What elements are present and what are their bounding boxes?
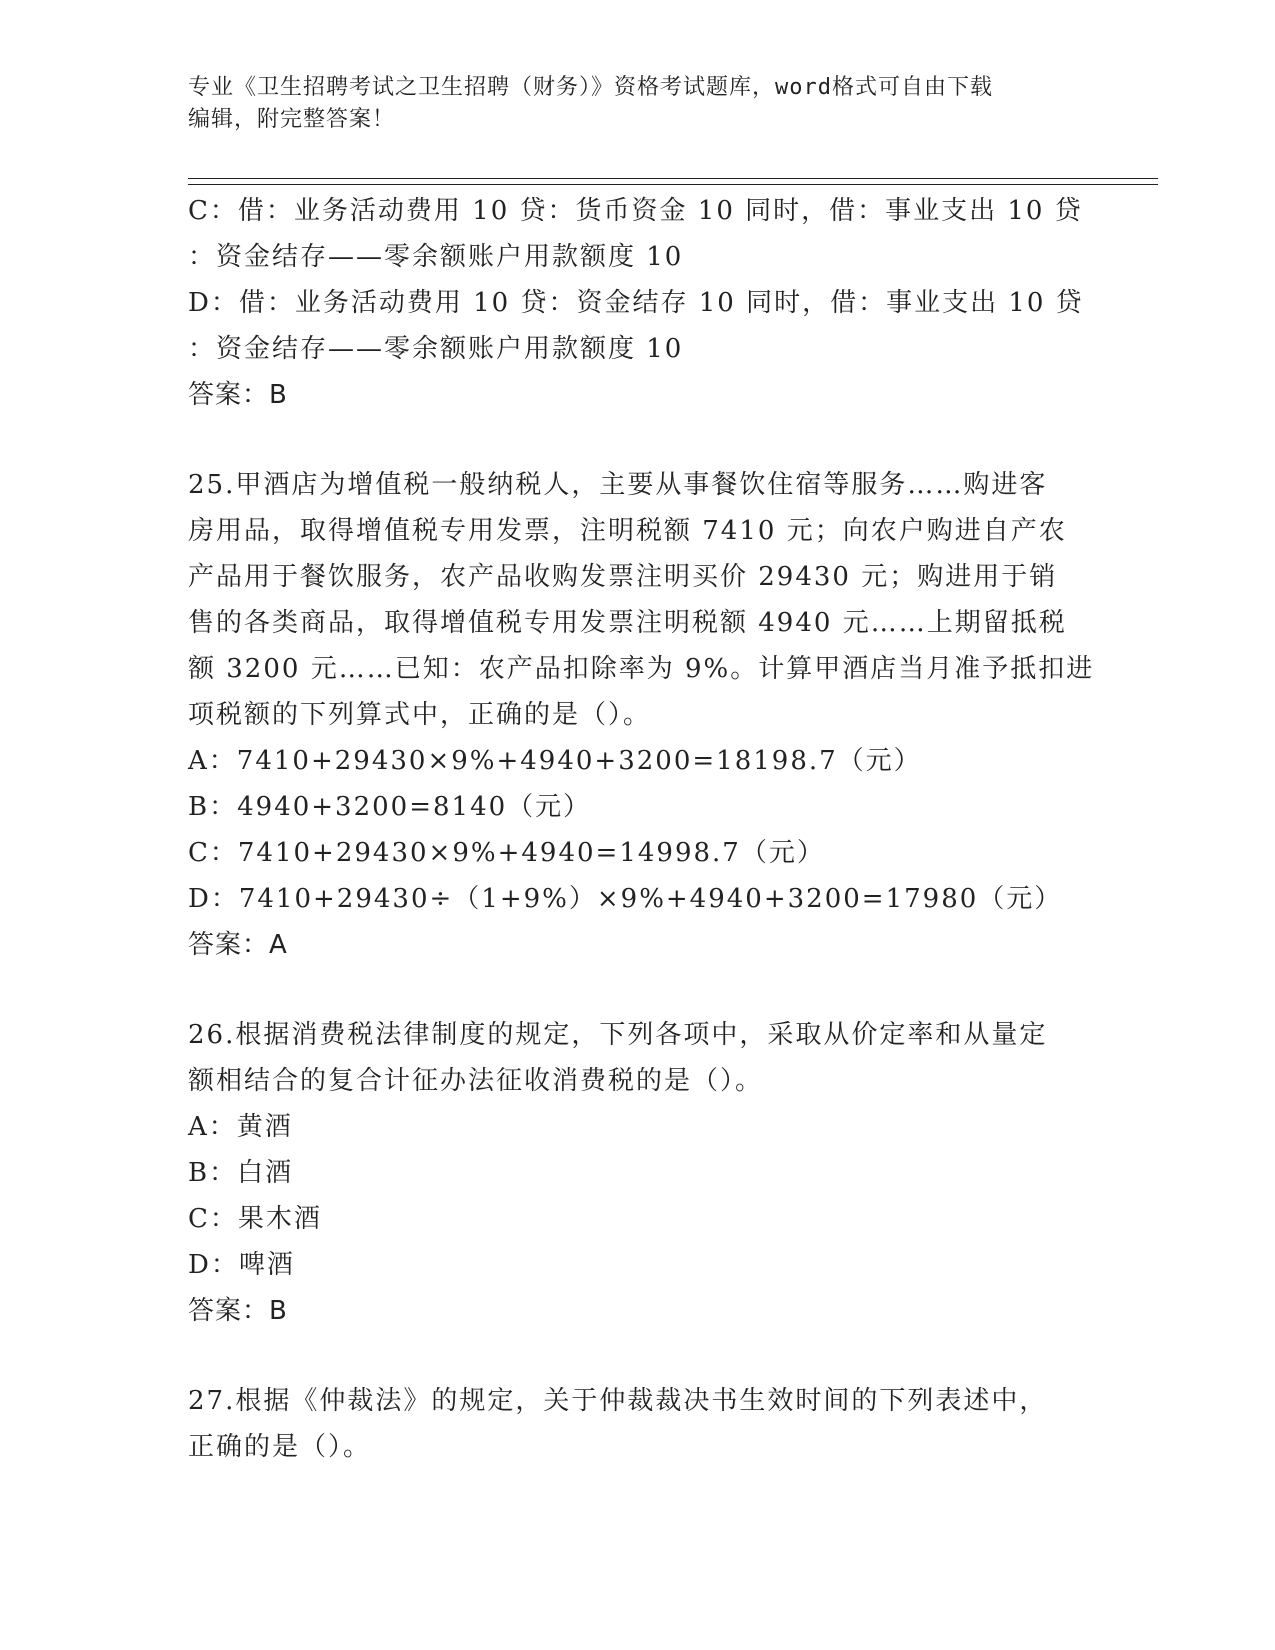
option-b: B：白酒 [188,1158,294,1188]
header-divider-top [188,178,1158,179]
question-text-line: 产品用于餐饮服务，农产品收购发票注明买价 29430 元；购进用于销 [188,562,1058,592]
document-body [188,188,1095,1470]
header-line-2: 编辑，附完整答案！ [188,107,396,132]
option-a: A：黄酒 [188,1112,293,1142]
option-d: D：啤酒 [188,1250,295,1280]
header-divider-bottom [188,184,1158,185]
option-d-line-1: D：借：业务活动费用 10 贷：资金结存 10 同时，借：事业支出 10 贷 [188,288,1084,318]
question-27 [188,1378,1088,1470]
option-d: D：7410+29430÷（1+9%）×9%+4940+3200=17980（元） [188,884,1063,914]
option-c: C：7410+29430×9%+4940=14998.7（元） [188,838,825,868]
question-24-continuation [188,188,1088,418]
spacer [188,968,1088,1012]
answer: 答案：B [188,380,288,410]
option-c-line-1: C：借：业务活动费用 10 贷：货币资金 10 同时，借：事业支出 10 贷 [188,196,1083,226]
answer: 答案：A [188,930,288,960]
question-text-line: 正确的是（）。 [188,1432,372,1462]
spacer [188,1334,1088,1378]
question-26 [188,1012,1088,1334]
option-c-line-2: ：资金结存——零余额账户用款额度 10 [188,242,684,272]
question-text-line: 房用品，取得增值税专用发票，注明税额 7410 元；向农户购进自产农 [188,516,1067,546]
header-line-1: 专业《卫生招聘考试之卫生招聘（财务）》资格考试题库，word格式可自由下载 [188,75,993,100]
question-text-line: 额 3200 元……已知：农产品扣除率为 9%。计算甲酒店当月准予抵扣进 [188,654,1095,684]
question-text-line: 项税额的下列算式中，正确的是（）。 [188,700,652,730]
question-25 [188,462,1095,968]
option-a: A：7410+29430×9%+4940+3200=18198.7（元） [188,746,922,776]
question-text-line: 额相结合的复合计征办法征收消费税的是（）。 [188,1066,764,1096]
question-text-line: 27.根据《仲裁法》的规定，关于仲裁裁决书生效时间的下列表述中， [188,1386,1048,1416]
option-d-line-2: ：资金结存——零余额账户用款额度 10 [188,334,684,364]
option-c: C：果木酒 [188,1204,322,1234]
answer: 答案：B [188,1296,288,1326]
question-text-line: 25.甲酒店为增值税一般纳税人，主要从事餐饮住宿等服务……购进客 [188,470,1048,500]
spacer [188,418,1088,462]
question-text-line: 售的各类商品，取得增值税专用发票注明税额 4940 元……上期留抵税 [188,608,1067,638]
document-header [188,72,1088,136]
option-b: B：4940+3200=8140（元） [188,792,592,822]
question-text-line: 26.根据消费税法律制度的规定，下列各项中，采取从价定率和从量定 [188,1020,1048,1050]
